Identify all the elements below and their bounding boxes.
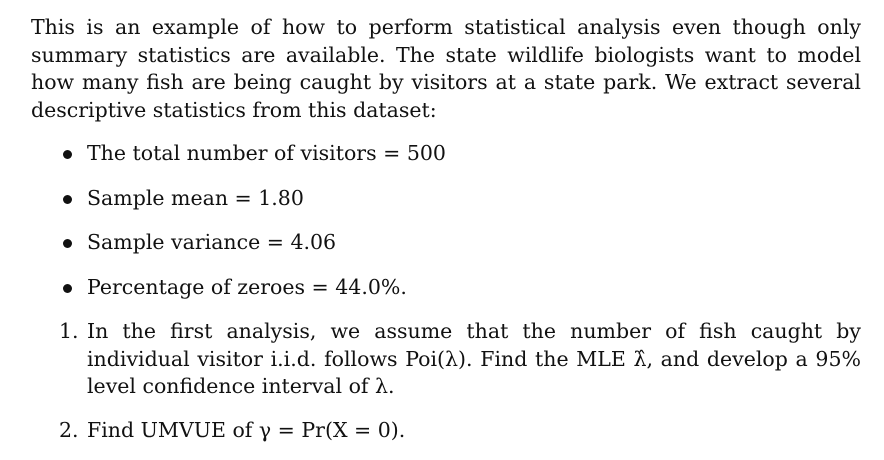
question-item-1: [31, 318, 861, 401]
stat-sample-mean: Sample mean = 1.80: [87, 185, 304, 210]
questions-list: [31, 318, 861, 444]
question-text: Find UMVUE of γ = Pr(X = 0).: [87, 417, 406, 442]
question-text: In the first analysis, we assume that the number of fish caught by individual visitor i.i.d. follows Poi(λ). Find the MLE λ̂, and develop a 95% level confidence interval of λ.: [87, 319, 861, 398]
question-number: 1.: [59, 319, 79, 343]
list-item: [31, 229, 861, 256]
list-item: [31, 274, 861, 301]
question-number: 2.: [59, 417, 79, 442]
problem-page: [31, 14, 861, 460]
stat-total-visitors: The total number of visitors = 500: [87, 141, 446, 165]
question-item-2: [31, 417, 861, 445]
bullet-icon: [63, 239, 72, 248]
intro-paragraph: This is an example of how to perform statistical analysis even though only summary statistics are available. The state wildlife biologists want to model how many fish are being caught by visitors at a state park. We extract several descriptive statistics from this dataset:: [31, 15, 861, 122]
stat-percentage-zeroes: Percentage of zeroes = 44.0%.: [87, 274, 407, 299]
summary-statistics-list: [31, 140, 861, 301]
bullet-icon: [63, 150, 72, 159]
list-item: [31, 185, 861, 212]
stat-sample-variance: Sample variance = 4.06: [87, 230, 337, 254]
list-item: [31, 140, 861, 167]
bullet-icon: [63, 195, 72, 204]
bullet-icon: [63, 284, 72, 293]
